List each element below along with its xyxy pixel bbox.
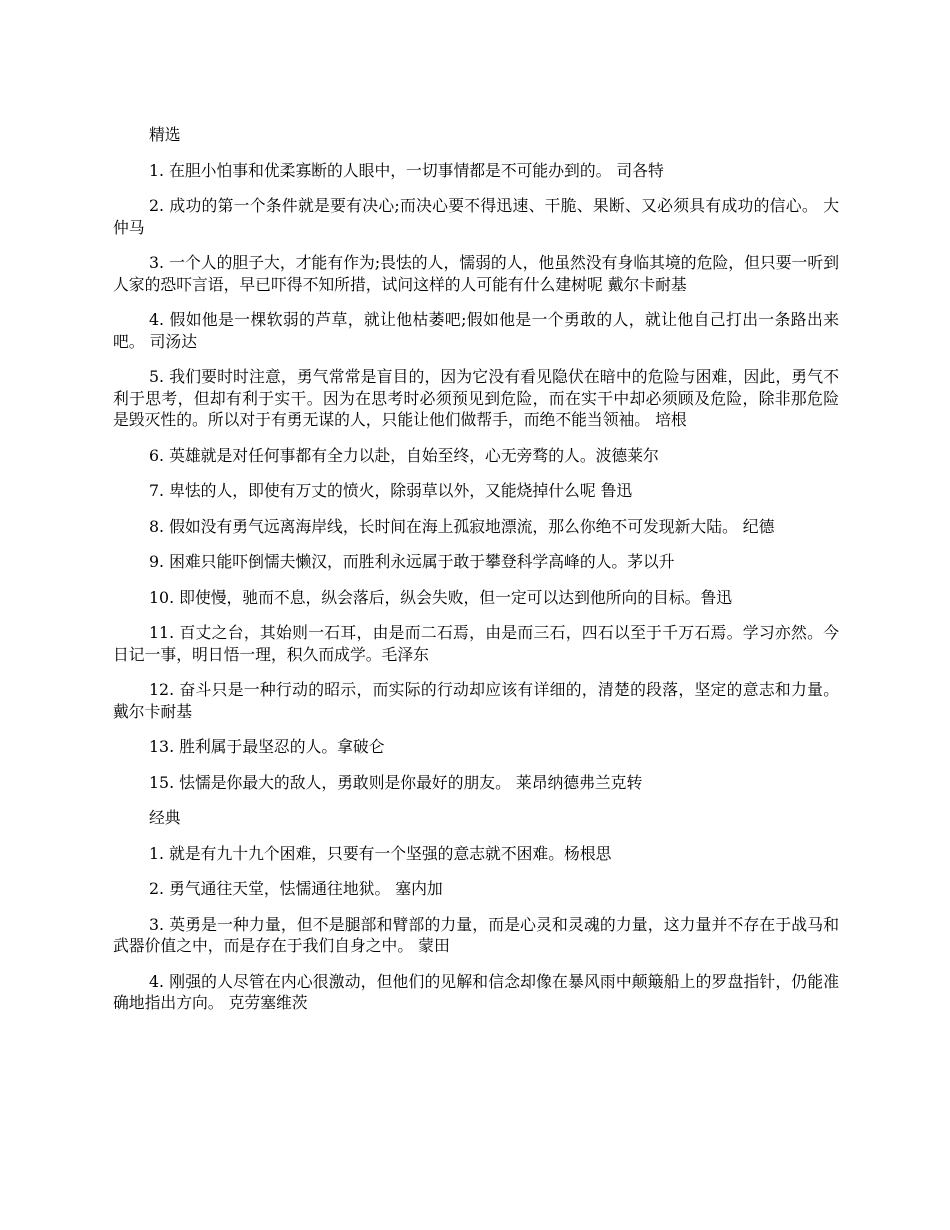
quote-item: 1. 在胆小怕事和优柔寡断的人眼中，一切事情都是不可能办到的。 司各特: [149, 160, 664, 180]
quote-item: 12. 奋斗只是一种行动的昭示，而实际的行动却应该有详细的，清楚的段落，坚定的意志和力量。戴尔卡耐基: [113, 680, 839, 721]
quote-item: 3. 英勇是一种力量，但不是腿部和臂部的力量，而是心灵和灵魂的力量，这力量并不存在于战马和武器价值之中，而是存在于我们自身之中。 蒙田: [113, 914, 839, 955]
quote-item: 1. 就是有九十九个困难，只要有一个坚强的意志就不困难。杨根思: [149, 843, 612, 863]
quote-item: 4. 假如他是一棵软弱的芦草，就让他枯萎吧;假如他是一个勇敢的人，就让他自己打出一条路出来吧。 司汤达: [113, 310, 839, 351]
quote-item: 15. 怯懦是你最大的敌人，勇敢则是你最好的朋友。 莱昂纳德弗兰克转: [149, 772, 643, 792]
quote-item: 9. 困难只能吓倒懦夫懒汉，而胜利永远属于敢于攀登科学高峰的人。茅以升: [149, 552, 675, 571]
quote-item: 3. 一个人的胆子大，才能有作为;畏怯的人，懦弱的人，他虽然没有身临其境的危险，但只要一听到人家的恐吓言语，早已吓得不知所措，试问这样的人可能有什么建树呢 戴尔卡耐基: [113, 253, 839, 294]
section-heading-featured: 精选: [149, 125, 181, 144]
document-page: [113, 124, 839, 1028]
quote-item: 2. 成功的第一个条件就是要有决心;而决心要不得迅速、干脆、果断、又必须具有成功的信心。 大仲马: [113, 196, 839, 237]
quote-item: 5. 我们要时时注意，勇气常常是盲目的，因为它没有看见隐伏在暗中的危险与困难，因此，勇气不利于思考，但却有利于实干。因为在思考时必须预见到危险，而在实干中却必须顾及危险，除非那危险是毁灭性的。所以对于有勇无谋的人，只能让他们做帮手，而绝不能当领袖。 培根: [113, 367, 839, 429]
quote-item: 8. 假如没有勇气远离海岸线，长时间在海上孤寂地漂流，那么你绝不可发现新大陆。 纪德: [149, 516, 775, 536]
quote-item: 4. 刚强的人尽管在内心很激动，但他们的见解和信念却像在暴风雨中颠簸船上的罗盘指针，仍能准确地指出方向。 克劳塞维茨: [113, 971, 839, 1012]
quote-item: 10. 即使慢，驰而不息，纵会落后，纵会失败，但一定可以达到他所向的目标。鲁迅: [149, 587, 733, 607]
quote-item: 7. 卑怯的人，即使有万丈的愤火，除弱草以外，又能烧掉什么呢 鲁迅: [149, 481, 633, 500]
quote-item: 13. 胜利属于最坚忍的人。拿破仑: [149, 737, 385, 756]
quote-item: 6. 英雄就是对任何事都有全力以赴，自始至终，心无旁骛的人。波德莱尔: [149, 445, 659, 465]
quote-item: 11. 百丈之台，其始则一石耳，由是而二石焉，由是而三石，四石以至于千万石焉。学习亦然。今日记一事，明日悟一理，积久而成学。毛泽东: [113, 623, 839, 664]
quote-item: 2. 勇气通往天堂，怯懦通往地狱。 塞内加: [149, 879, 443, 898]
section-heading-classic: 经典: [149, 808, 181, 827]
